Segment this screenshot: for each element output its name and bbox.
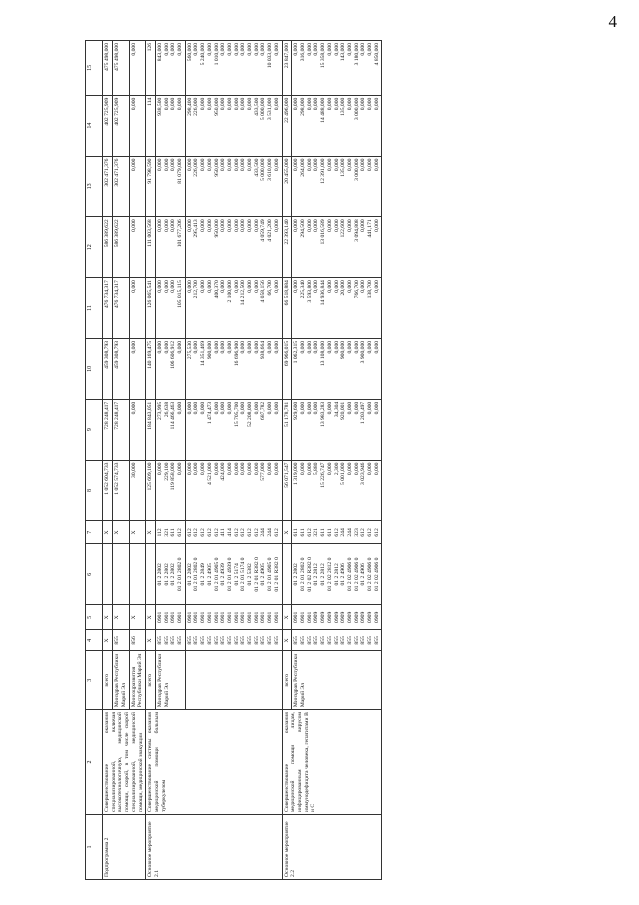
responsible-label: Минздрав Республики Марий Эл bbox=[112, 651, 129, 710]
amount-cell: 302 471,376 bbox=[112, 156, 129, 217]
vr-cell: X bbox=[103, 521, 113, 544]
amount-cell: 459 308,793 bbox=[112, 338, 129, 399]
amount-cell: 402 725,909 bbox=[112, 95, 129, 156]
col-header: 13 bbox=[86, 156, 103, 217]
amount-cell: 66 518,884 bbox=[282, 278, 292, 339]
vr-cell: 611 611 612 321 611 611 612 244 244 323 612 612 612 bbox=[292, 521, 382, 544]
col-header: 12 bbox=[86, 217, 103, 278]
vr-cell: X bbox=[112, 521, 129, 544]
amount-cell: 938,500 0,000 0,000 0,000 bbox=[155, 95, 185, 156]
amount-cell: 140 169,475 bbox=[146, 338, 156, 399]
amount-cell: 125 609,100 bbox=[146, 460, 156, 521]
grbs-cell: 856 bbox=[129, 630, 146, 651]
vr-cell: X bbox=[282, 521, 292, 544]
grbs-cell: 855 855 855 855 855 855 855 855 855 855 855 855 855 bbox=[292, 630, 382, 651]
col-header: 10 bbox=[86, 338, 103, 399]
amount-cell: 91 798,590 bbox=[146, 156, 156, 217]
amount-cell: 0,000 bbox=[129, 278, 146, 339]
rotated-table-area bbox=[85, 40, 595, 880]
table-row bbox=[103, 41, 113, 880]
header-row bbox=[86, 41, 103, 880]
csr-cell bbox=[282, 544, 292, 605]
amount-cell: 843,000 0,000 0,000 0,000 bbox=[155, 41, 185, 96]
amount-cell: 1 052 604,733 bbox=[103, 460, 113, 521]
col-header: 4 bbox=[86, 630, 103, 651]
rzpr-cell: X bbox=[103, 605, 113, 630]
program-description: Совершенствование оказания медицинской помощи лицам, инфицированным вирусом иммунодефицита человека, гепатитами B и C bbox=[282, 710, 382, 815]
amount-cell: 0,000 0,000 106 606,912 0,000 bbox=[155, 338, 185, 399]
amount-cell: 476 734,317 bbox=[112, 278, 129, 339]
amount-cell: 0,000 295,413 0,000 0,000 950,000 0,000 0,000 0,000 0,000 0,000 0,000 4 059,749 4 021,200 0,000 bbox=[185, 217, 282, 278]
amount-cell: 0,000 298,000 0,000 0,000 14 488,000 0,000 0,000 135,000 0,000 3 000,000 0,000 0,000 0,000 bbox=[292, 95, 382, 156]
amount-cell: 0,000 0,000 0,000 105 015,115 bbox=[155, 278, 185, 339]
amount-cell: 1 319,000 0,000 0,000 5,880 15 226,747 0,000 2,300 5 001,000 0,000 0,000 3 023,946 0,000 0,000 bbox=[292, 460, 382, 521]
amount-cell: 728 248,417 bbox=[103, 399, 113, 460]
rzpr-cell: X bbox=[112, 605, 129, 630]
responsible-label: всего bbox=[282, 651, 292, 710]
responsible-label: всего bbox=[103, 651, 113, 710]
amount-cell: 0,000 bbox=[129, 217, 146, 278]
amount-cell: 23 847,000 bbox=[282, 41, 292, 96]
amount-cell: 475 498,000 bbox=[112, 41, 129, 96]
amount-cell: 0,000 bbox=[129, 95, 146, 156]
amount-cell: 69 966,015 bbox=[282, 338, 292, 399]
responsible-label: Минздрав Республики Марий Эл bbox=[155, 651, 185, 710]
amount-cell: 0,000 212,700 0,000 0,000 400,370 0,000 2 100,000 0,000 14 212,500 0,000 0,000 4 058,156 66,700 0,000 bbox=[185, 278, 282, 339]
rzpr-cell: 0901 0901 0901 0901 0901 0901 0901 0901 0901 0901 0901 0901 0901 0901 bbox=[185, 605, 282, 630]
responsible-label: Минсоцразвития Республики Марий Эл bbox=[129, 651, 146, 710]
amount-cell: 475 498,000 bbox=[103, 41, 113, 96]
amount-cell: 0,000 0,000 0,000 1 474,473 0,000 0,000 0,000 15 705,700 0,000 52 208,000 0,000 687,782 0,000 0,000 bbox=[185, 399, 282, 460]
csr-cell: 01 2 2802 01 2 01 2802 0 01 2 02 R382 0 01 2 2812 01 2 2812 01 2 02 2812 0 01 2 2812 01 2 4906 01 2 02 4906 0 01 2 02 4906 0 01 2 4906 01 2 02 4906 0 01 2 02 4906 0 bbox=[292, 544, 382, 605]
vr-cell: 612 612 612 612 612 411 414 612 612 612 612 244 244 612 bbox=[185, 521, 282, 544]
col-header: 6 bbox=[86, 544, 103, 605]
rzpr-cell: 0901 0901 0901 0901 bbox=[155, 605, 185, 630]
amount-cell: 476 734,317 bbox=[103, 278, 113, 339]
col-header: 14 bbox=[86, 95, 103, 156]
vr-cell: 112 321 611 612 bbox=[155, 521, 185, 544]
rzpr-cell: X bbox=[282, 605, 292, 630]
col-header: 1 bbox=[86, 814, 103, 879]
col-header: 5 bbox=[86, 605, 103, 630]
amount-cell: 459 308,793 bbox=[103, 338, 113, 399]
rzpr-cell: 0901 0901 0901 0909 0909 0909 0909 0909 0909 0909 0909 0909 0909 bbox=[292, 605, 382, 630]
amount-cell: 22 496,000 bbox=[282, 95, 292, 156]
amount-cell: 20 455,000 bbox=[282, 156, 292, 217]
csr-cell bbox=[146, 544, 156, 605]
csr-cell: 01 2 2802 01 2 2802 01 2 2802 01 2 01 2802 0 bbox=[155, 544, 185, 605]
amount-cell: 560,000 0,000 5 240,000 0,000 1 010,000 0,000 0,000 0,000 0,000 0,000 0,000 0,000 10 033,000 0,000 bbox=[185, 41, 282, 96]
col-header: 8 bbox=[86, 460, 103, 521]
amount-cell: 1 062,315 0,000 0,000 0,000 13 108,000 0,000 0,000 900,000 0,000 0,000 3 900,000 0,000 0,000 bbox=[292, 338, 382, 399]
rzpr-cell: X bbox=[146, 605, 156, 630]
amount-cell: 929,600 0,000 0,000 0,000 13 983,283 0,000 34,304 920,001 0,000 0,000 1 203,497 0,000 0,000 bbox=[292, 399, 382, 460]
col-header: 11 bbox=[86, 278, 103, 339]
amount-cell: 273,995 26,638 114 466,463 0,000 bbox=[155, 399, 185, 460]
vr-cell: X bbox=[146, 521, 156, 544]
program-name: Основное мероприятие 2.2 bbox=[282, 814, 382, 879]
page-number: 4 bbox=[608, 12, 617, 31]
csr-cell bbox=[103, 544, 113, 605]
amount-cell: 30,000 bbox=[129, 460, 146, 521]
amount-cell: 51 178,781 bbox=[282, 399, 292, 460]
amount-cell: 402 725,909 bbox=[103, 95, 113, 156]
amount-cell: 298,400 226,000 0,000 0,000 950,000 0,000 0,000 0,000 0,000 0,000 433,500 5 000,000 3 531,000 0,000 bbox=[185, 95, 282, 156]
amount-cell: 0,000 226,000 0,000 0,000 950,000 0,000 0,000 0,000 0,000 0,000 433,500 5 000,000 3 610,000 0,000 bbox=[185, 156, 282, 217]
amount-cell: 0,000 bbox=[129, 41, 146, 96]
amount-cell: 22 393,140 bbox=[282, 217, 292, 278]
amount-cell: 0,000 0,000 0,000 81 079,000 bbox=[155, 156, 185, 217]
amount-cell: 0,000 229,100 119 858,000 0,000 bbox=[155, 460, 185, 521]
table-row bbox=[282, 41, 292, 880]
amount-cell: 302 471,376 bbox=[103, 156, 113, 217]
col-header: 3 bbox=[86, 651, 103, 710]
csr-cell bbox=[129, 544, 146, 605]
program-description: Совершенствование оказания специализированной, включая высокотехнологичную, медицинской помощи, скорой, в том числе скорой специализированной, медицинской помощи, медицинской эвакуации bbox=[103, 710, 146, 815]
amount-cell: 275,530 0,000 14 351,469 900,000 0,000 0,000 0,000 16 696,900 0,000 0,000 0,000 938,664 0,000 0,000 bbox=[185, 338, 282, 399]
amount-cell: 0,000 0,000 0,000 101 677,206 bbox=[155, 217, 185, 278]
csr-cell bbox=[112, 544, 129, 605]
table-row bbox=[146, 41, 156, 880]
amount-cell: 0,000 264,000 0,000 0,000 12 391,000 0,000 0,000 135,000 0,000 3 000,000 0,000 0,000 0,000 bbox=[292, 156, 382, 217]
grbs-cell: X bbox=[282, 630, 292, 651]
grbs-cell: X bbox=[146, 630, 156, 651]
csr-cell: 01 2 2802 01 2 01 2802 0 01 2 2849 01 2 4905 01 2 01 4905 0 01 2 4939 01 2 01 4939 0 01 2 5174 01 2 01 5174 0 01 2 5382 01 2 01 R382 0 01 2 4905 01 2 01 4905 0 01 2 01 R382 0 bbox=[185, 544, 282, 605]
amount-cell: 0,000 bbox=[129, 338, 146, 399]
program-name: Основное мероприятие 2.1 bbox=[146, 814, 282, 879]
amount-cell: 586 389,622 bbox=[103, 217, 113, 278]
col-header: 2 bbox=[86, 710, 103, 815]
responsible-label: всего bbox=[146, 651, 156, 710]
responsible-label bbox=[185, 651, 282, 710]
amount-cell: 0,000 bbox=[129, 156, 146, 217]
col-header: 15 bbox=[86, 41, 103, 96]
amount-cell: 0,000 294,500 0,000 0,000 13 016,589 0,000 0,000 122,600 0,000 3 094,808 0,000 441,171 0,000 bbox=[292, 217, 382, 278]
grbs-cell: 855 855 855 855 bbox=[155, 630, 185, 651]
amount-cell: 184 843,051 bbox=[146, 399, 156, 460]
amount-cell: 728 248,417 bbox=[112, 399, 129, 460]
grbs-cell: X bbox=[103, 630, 113, 651]
program-description: Совершенствование системы оказания медицинской помощи больным туберкулезом bbox=[146, 710, 282, 815]
vr-cell: X bbox=[129, 521, 146, 544]
amount-cell: 0,000 bbox=[129, 399, 146, 460]
amount-cell: 126 bbox=[146, 41, 156, 96]
col-header: 9 bbox=[86, 399, 103, 460]
grbs-cell: 855 855 855 855 855 855 855 855 855 855 855 855 855 855 bbox=[185, 630, 282, 651]
amount-cell: 1 052 574,733 bbox=[112, 460, 129, 521]
grbs-cell: 855 bbox=[112, 630, 129, 651]
amount-cell: 126 065,541 bbox=[146, 278, 156, 339]
amount-cell: 114 bbox=[146, 95, 156, 156]
amount-cell: 586 389,622 bbox=[112, 217, 129, 278]
amount-cell: 111 003,568 bbox=[146, 217, 156, 278]
col-header: 7 bbox=[86, 521, 103, 544]
rzpr-cell: X bbox=[129, 605, 146, 630]
amount-cell: 0,000 0,000 0,000 4 521,000 0,000 424,000 0,000 0,000 0,000 0,000 0,000 577,000 0,000 0,000 bbox=[185, 460, 282, 521]
amount-cell: 56 071,547 bbox=[282, 460, 292, 521]
responsible-label: Минздрав Республики Марий Эл bbox=[292, 651, 382, 710]
amount-cell: 0,000 225,340 3 593,800 0,000 14 936,844 0,000 0,000 20,000 0,000 766,700 0,000 138,700 0,000 bbox=[292, 278, 382, 339]
program-name: Подпрограмма 2 bbox=[103, 814, 146, 879]
budget-table bbox=[85, 40, 382, 880]
amount-cell: 0,000 316,000 0,000 0,000 15 358,000 0,000 0,000 143,000 0,000 3 180,000 0,000 0,000 4 850,000 bbox=[292, 41, 382, 96]
